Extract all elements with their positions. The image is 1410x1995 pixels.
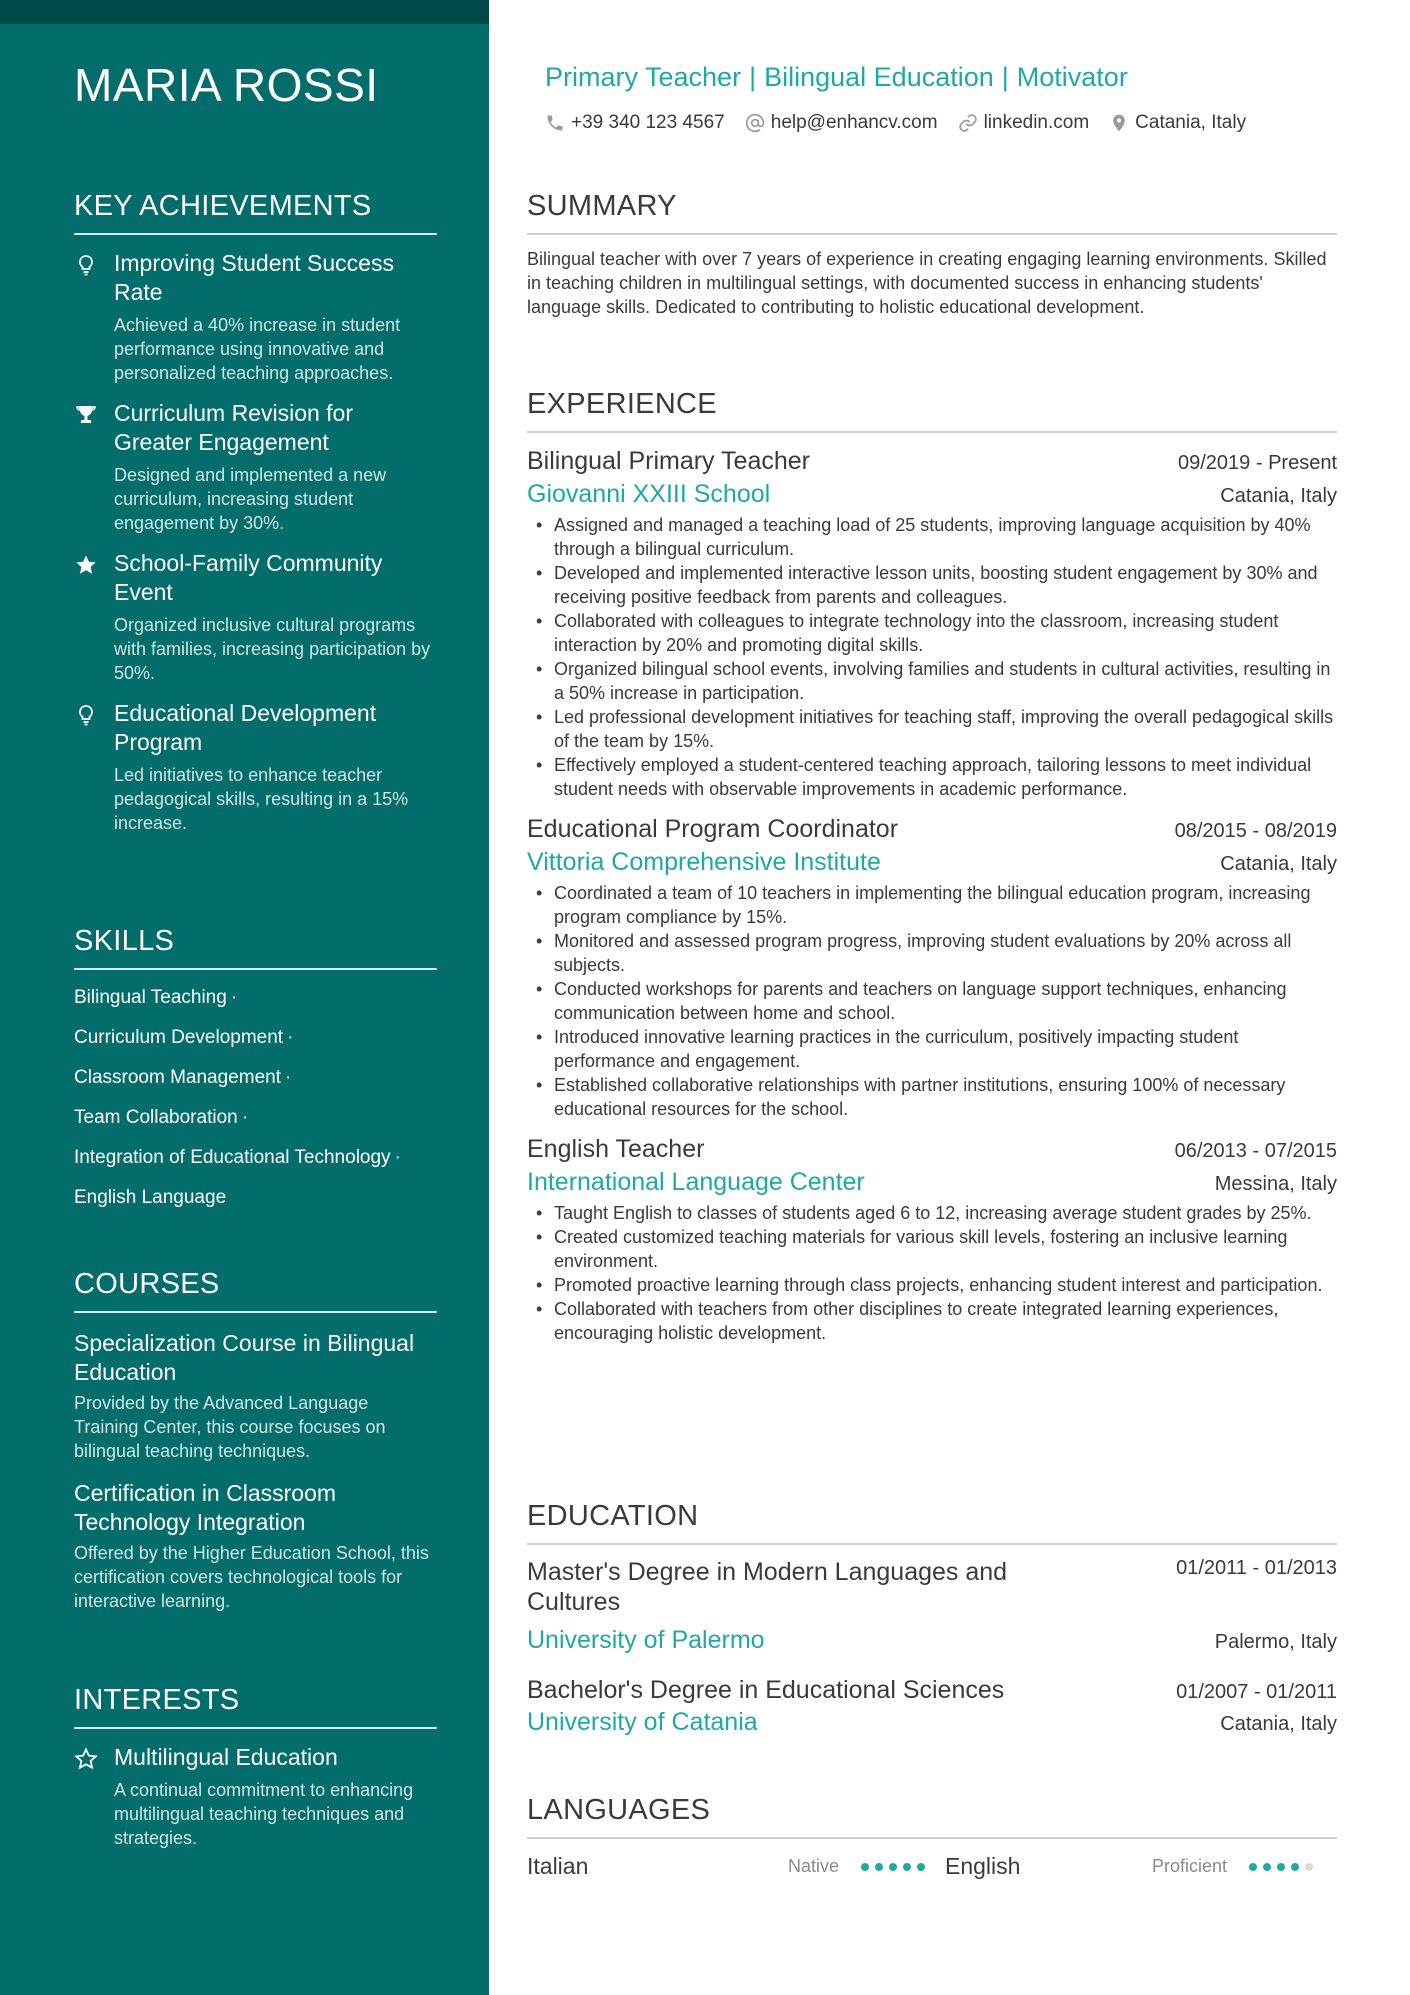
job-location: Catania, Italy: [1220, 853, 1337, 875]
skill-item: [74, 1186, 437, 1210]
skill-separator: ·: [394, 1147, 401, 1168]
skills-section: [74, 925, 437, 1210]
job-bullet: • Developed and implemented interactive lesson units, boosting student engagement by 30% and receiving positive feedback from parents and colleagues.: [527, 561, 1337, 609]
location-text: Catania, Italy: [1135, 112, 1247, 133]
course-desc: Offered by the Higher Education School, this certification covers technological tools for interactive learning.: [74, 1543, 429, 1611]
job-bullets: [527, 513, 1337, 801]
skill-label: Team Collaboration: [74, 1107, 238, 1128]
job-bullet: • Collaborated with teachers from other disciplines to create integrated learning experiences, encouraging holistic development.: [527, 1297, 1337, 1345]
interests-section: [74, 1684, 437, 1850]
at-icon: [745, 113, 765, 133]
contact-phone: [545, 112, 725, 134]
achievement-title: School-Family Community Event: [114, 550, 383, 605]
skill-label: Classroom Management: [74, 1067, 281, 1088]
job-bullets: [527, 1201, 1337, 1345]
phone-text: +39 340 123 4567: [571, 112, 725, 133]
achievement-title: Curriculum Revision for Greater Engagement: [114, 400, 354, 455]
job-title: English Teacher: [527, 1135, 705, 1163]
skill-item: [74, 1146, 437, 1170]
course-item: [74, 1329, 437, 1463]
skill-label: Integration of Educational Technology: [74, 1147, 391, 1168]
skill-separator: ·: [287, 1027, 294, 1048]
course-title: Specialization Course in Bilingual Education: [74, 1330, 415, 1385]
language-rating: [1249, 1863, 1313, 1871]
contact-linkedin[interactable]: [958, 112, 1090, 134]
language-level: Proficient: [1151, 1856, 1227, 1876]
rating-dot: [903, 1863, 911, 1871]
job-dates: 08/2015 - 08/2019: [1174, 820, 1337, 842]
key-achievements-section: [74, 190, 437, 835]
summary-heading: SUMMARY: [527, 190, 1337, 235]
course-desc: Provided by the Advanced Language Training Center, this course focuses on bilingual teaching techniques.: [74, 1393, 386, 1461]
headline: Primary Teacher | Bilingual Education | Motivator: [545, 62, 1128, 92]
rating-dot: [1249, 1863, 1257, 1871]
linkedin-text: linkedin.com: [983, 112, 1090, 133]
education-entry: [527, 1557, 1337, 1657]
sidebar: [0, 0, 489, 1995]
job-title: Bilingual Primary Teacher: [527, 447, 810, 475]
skill-separator: ·: [284, 1067, 292, 1088]
skill-item: [74, 1106, 437, 1130]
job-bullet: • Established collaborative relationships with partner institutions, ensuring 100% of necessary educational resources for the school.: [527, 1073, 1337, 1121]
rating-dot: [875, 1863, 883, 1871]
language-name: English: [945, 1853, 1021, 1879]
skill-label: Curriculum Development: [74, 1027, 284, 1048]
headline-part: Primary Teacher: [545, 62, 742, 92]
trophy-icon: [74, 403, 98, 427]
contact-email[interactable]: [745, 112, 938, 134]
star-outline-icon: [74, 1747, 98, 1771]
link-icon: [958, 113, 978, 133]
skill-item: [74, 986, 437, 1010]
courses-heading: COURSES: [74, 1268, 437, 1313]
contact-row: [545, 112, 1246, 134]
email-text: help@enhancv.com: [770, 112, 938, 133]
location-pin-icon: [1109, 113, 1129, 133]
languages-section: [527, 1794, 1337, 1880]
language-rating: [861, 1863, 925, 1871]
star-icon: [74, 553, 98, 577]
job-bullet: • Assigned and managed a teaching load of 25 students, improving language acquisition by 40% through a bilingual curriculum.: [527, 513, 1337, 561]
headline-part: Motivator: [1016, 62, 1128, 92]
job-company: International Language Center: [527, 1168, 865, 1196]
achievement-title: Improving Student Success Rate: [114, 250, 394, 305]
job-entry: [527, 445, 1337, 801]
job-company: Giovanni XXIII School: [527, 480, 771, 508]
job-bullet: • Monitored and assessed program progress, improving student evaluations by 20% across all subjects.: [527, 929, 1337, 977]
job-location: Catania, Italy: [1220, 485, 1337, 507]
summary-section: [527, 190, 1337, 319]
rating-dot: [889, 1863, 897, 1871]
job-bullet: • Effectively employed a student-centered teaching approach, tailoring lessons to meet individual student needs with observable improvements in academic performance.: [527, 753, 1337, 801]
achievement-item: [74, 699, 437, 835]
job-bullet: • Introduced innovative learning practices in the curriculum, positively impacting student performance and engagement.: [527, 1025, 1337, 1073]
job-entry: [527, 813, 1337, 1121]
achievement-item: [74, 549, 437, 685]
education-section: [527, 1500, 1337, 1739]
skill-item: [74, 1026, 437, 1050]
skill-separator: ·: [241, 1107, 249, 1128]
skill-label: Bilingual Teaching: [74, 987, 227, 1008]
job-bullet: • Promoted proactive learning through class projects, enhancing student interest and participation.: [527, 1273, 1337, 1297]
education-school: University of Palermo: [527, 1626, 765, 1654]
rating-dot: [1263, 1863, 1271, 1871]
education-degree: Master's Degree in Modern Languages and Cultures: [527, 1558, 1008, 1616]
job-bullet: • Collaborated with colleagues to integrate technology into the classroom, increasing student interaction by 20% and promoting digital skills.: [527, 609, 1337, 657]
contact-location: [1109, 112, 1246, 134]
skill-separator: ·: [230, 987, 238, 1008]
sidebar-top-bar: [0, 0, 489, 24]
rating-dot: [1291, 1863, 1299, 1871]
job-location: Messina, Italy: [1214, 1173, 1337, 1195]
job-bullets: [527, 881, 1337, 1121]
rating-dot: [861, 1863, 869, 1871]
job-entry: [527, 1133, 1337, 1345]
interest-title: Multilingual Education: [114, 1744, 338, 1770]
rating-dot: [1305, 1863, 1313, 1871]
education-school: University of Catania: [527, 1708, 758, 1736]
education-entry: [527, 1675, 1337, 1739]
summary-text: Bilingual teacher with over 7 years of experience in creating engaging learning environments. Skilled in teaching children in multilingual settings, with documented success in enhancing students' language skills. Dedicated to contributing to holistic educational development.: [527, 249, 1327, 317]
job-bullet: • Organized bilingual school events, involving families and students in cultural activities, resulting in a 50% increase in participation.: [527, 657, 1337, 705]
job-dates: 06/2013 - 07/2015: [1174, 1140, 1337, 1162]
course-item: [74, 1479, 437, 1613]
achievement-item: [74, 399, 437, 535]
language-item: [945, 1853, 1337, 1880]
job-company: Vittoria Comprehensive Institute: [527, 848, 881, 876]
skills-heading: SKILLS: [74, 925, 437, 970]
phone-icon: [545, 113, 565, 133]
job-bullet: • Conducted workshops for parents and teachers on language support techniques, enhancing communication between home and school.: [527, 977, 1337, 1025]
language-item: [527, 1853, 925, 1880]
achievement-title: Educational Development Program: [114, 700, 377, 755]
achievement-item: [74, 249, 437, 385]
education-location: Catania, Italy: [1220, 1713, 1337, 1735]
rating-dot: [917, 1863, 925, 1871]
lightbulb-icon: [74, 253, 98, 277]
candidate-name: MARIA ROSSI: [74, 59, 379, 111]
rating-dot: [1277, 1863, 1285, 1871]
headline-part: Bilingual Education: [764, 62, 994, 92]
achievement-desc: Organized inclusive cultural programs with families, increasing participation by 50%.: [114, 615, 431, 683]
skill-item: [74, 1066, 437, 1090]
experience-section: [527, 388, 1337, 1345]
language-name: Italian: [527, 1853, 589, 1879]
education-heading: EDUCATION: [527, 1500, 1337, 1545]
language-level: Native: [787, 1856, 839, 1876]
courses-section: [74, 1268, 437, 1613]
interest-item: [74, 1743, 437, 1850]
languages-heading: LANGUAGES: [527, 1794, 1337, 1839]
job-bullet: • Created customized teaching materials for various skill levels, fostering an inclusive learning environment.: [527, 1225, 1337, 1273]
job-dates: 09/2019 - Present: [1178, 452, 1337, 474]
interest-desc: A continual commitment to enhancing multilingual teaching techniques and strategies.: [114, 1780, 414, 1848]
achievement-desc: Led initiatives to enhance teacher pedagogical skills, resulting in a 15% increase.: [114, 765, 409, 833]
job-title: Educational Program Coordinator: [527, 815, 899, 843]
skill-label: English Language: [74, 1187, 227, 1208]
achievement-desc: Designed and implemented a new curriculum, increasing student engagement by 30%.: [114, 465, 387, 533]
job-bullet: • Taught English to classes of students aged 6 to 12, increasing average student grades by 25%.: [527, 1201, 1337, 1225]
experience-heading: EXPERIENCE: [527, 388, 1337, 433]
education-dates: 01/2011 - 01/2013: [1176, 1557, 1337, 1579]
job-bullet: • Led professional development initiatives for teaching staff, improving the overall pedagogical skills of the team by 15%.: [527, 705, 1337, 753]
lightbulb-icon: [74, 703, 98, 727]
education-degree: Bachelor's Degree in Educational Sciences: [527, 1676, 1005, 1704]
job-bullet: • Coordinated a team of 10 teachers in implementing the bilingual education program, increasing program compliance by 15%.: [527, 881, 1337, 929]
interests-heading: INTERESTS: [74, 1684, 437, 1729]
education-location: Palermo, Italy: [1214, 1631, 1337, 1653]
education-dates: 01/2007 - 01/2011: [1176, 1681, 1337, 1703]
key-achievements-heading: KEY ACHIEVEMENTS: [74, 190, 437, 235]
course-title: Certification in Classroom Technology Integration: [74, 1480, 337, 1535]
languages-row: [527, 1853, 1337, 1880]
achievement-desc: Achieved a 40% increase in student performance using innovative and personalized teaching approaches.: [114, 315, 401, 383]
